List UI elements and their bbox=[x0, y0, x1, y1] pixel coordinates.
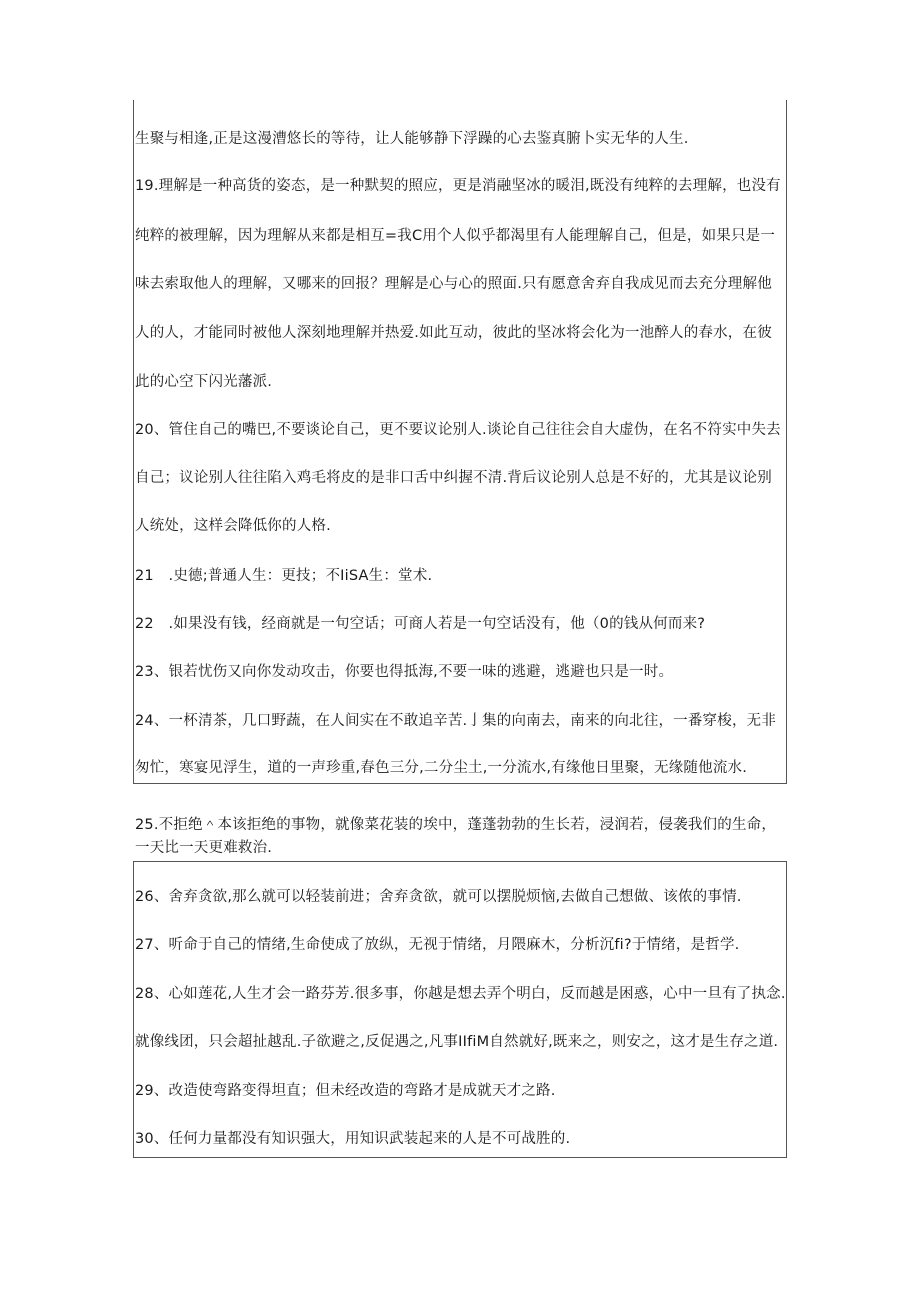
text-line: 19.理解是一种高货的姿态，是一种默契的照应，更是消融坚冰的暖泪,既没有纯粹的去理解，也没有 bbox=[135, 178, 781, 194]
text-line: 25.不拒绝＾本该拒绝的事物，就像菜花装的埃中，蓬蓬勃勃的生长若，浸润若，侵袭我们的生命， bbox=[135, 817, 777, 833]
text-line: 味去索取他人的理解，又哪来的回报？理解是心与心的照面.只有愿意舍弃自我成见而去充分理解他 bbox=[135, 276, 772, 292]
text-line: 30、任何力量都没有知识强大，用知识武装起来的人是不可战胜的. bbox=[135, 1131, 571, 1147]
text-line: 21 .史德;普通人生：更技；不IiSA生：堂术. bbox=[135, 568, 433, 584]
text-line: 一天比一天更难救治. bbox=[135, 840, 273, 856]
text-line: 匆忙，寒宴见浮生，道的一声珍重,春色三分,二分尘土,一分流水,有缘他日里聚，无缘随他流水. bbox=[135, 760, 748, 776]
text-line: 28、心如莲花,人生才会一路芬芳.很多事，你越是想去弄个明白，反而越是困惑，心中一旦有了执念. bbox=[135, 986, 786, 1002]
text-line: 23、银若忧伤又向你发动攻击，你要也得抵海,不要一味的逃避，逃避也只是一时。 bbox=[135, 664, 674, 680]
text-line: 生聚与相逢,正是这漫漕悠长的等待，让人能够静下浮躁的心去鉴真腑卜实无华的人生. bbox=[135, 131, 689, 147]
text-line: 20、管住自己的嘴巴,不要谈论自己，更不要议论别人.谈论自己往往会自大虚伪，在名不符实中失去 bbox=[135, 422, 781, 438]
text-line: 纯粹的被理解，因为理解从来都是相互=我C用个人似乎都渴里有人能理解自己，但是，如果只是一 bbox=[135, 228, 776, 244]
text-line: 27、听命于自己的情绪,生命使成了放纵，无视于情绪，月隈麻木，分析沉fi?于情绪，是哲学. bbox=[135, 937, 740, 953]
text-line: 24、一杯清茶，几口野蔬，在人间实在不敢追辛苦.亅集的向南去，南来的向北往，一番穿梭，无非 bbox=[135, 713, 777, 729]
text-line: 就像线团，只会超扯越乱.子欲避之,反促遇之,凡事IIfiM自然就好,既来之，则安之，这才是生存之道. bbox=[135, 1034, 779, 1050]
text-line: 22 .如果没有钱，经商就是一句空话；可商人若是一句空话没有，他（0的钱从何而来? bbox=[135, 616, 706, 632]
text-line: 人统处，这样会降低你的人格. bbox=[135, 518, 331, 534]
text-line: 人的人，才能同时被他人深刻地理解并热爱.如此互动，彼此的坚冰将会化为一池醉人的春水，在彼 bbox=[135, 325, 772, 341]
text-line: 26、舍弃贪欲,那么就可以轻装前进；舍弃贪欲，就可以摆脱烦恼,去做自己想做、该侬的事情. bbox=[135, 889, 742, 905]
text-line: 29、改造使弯路变得坦直；但未经改造的弯路才是成就天才之路. bbox=[135, 1083, 556, 1099]
text-line: 自己；议论别人往往陷入鸡毛将皮的是非口舌中纠握不清.背后议论别人总是不好的，尤其是议论别 bbox=[135, 470, 772, 486]
text-line: 此的心空下闪光藩派. bbox=[135, 374, 273, 390]
